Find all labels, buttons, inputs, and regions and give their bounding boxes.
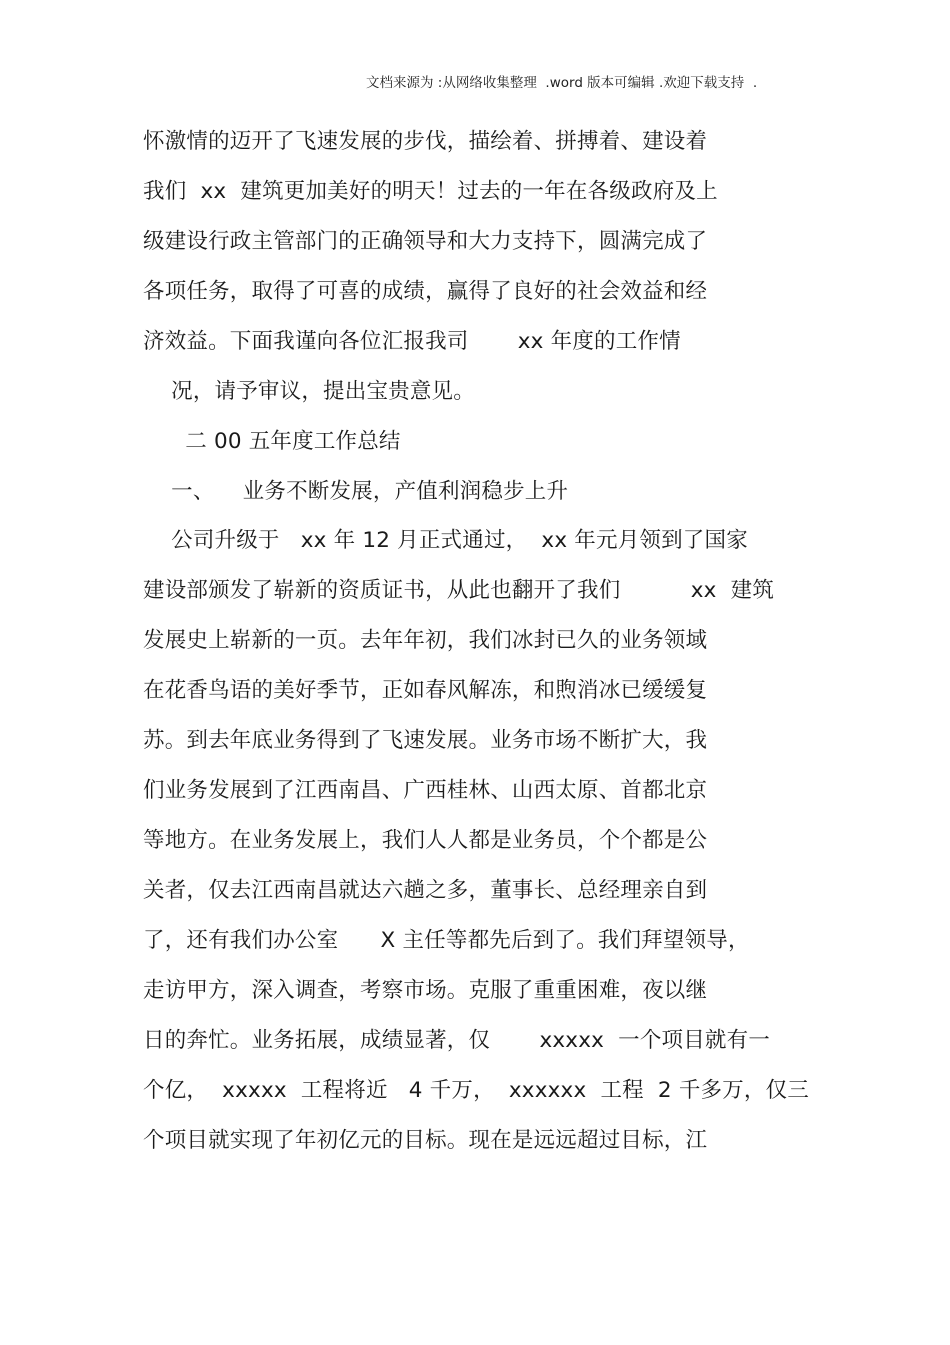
body-line: 我们 xx 建筑更加美好的明天！过去的一年在各级政府及上 bbox=[143, 179, 718, 204]
body-line: 苏。到去年底业务得到了飞速发展。业务市场不断扩大，我 bbox=[143, 728, 708, 753]
body-line: 了，还有我们办公室 X 主任等都先后到了。我们拜望领导， bbox=[143, 928, 750, 953]
body-line: 发展史上崭新的一页。去年年初，我们冰封已久的业务领域 bbox=[143, 628, 708, 653]
section-heading: 一、 业务不断发展，产值利润稳步上升 bbox=[143, 479, 569, 504]
body-line: 在花香鸟语的美好季节，正如春风解冻，和煦消冰已缓缓复 bbox=[143, 678, 708, 703]
page-header-note: 文档来源为 :从网络收集整理 .word 版本可编辑 .欢迎下载支持 . bbox=[366, 75, 758, 91]
body-line: 建设部颁发了崭新的资质证书，从此也翻开了我们 xx 建筑 bbox=[143, 578, 775, 603]
body-line: 各项任务，取得了可喜的成绩，赢得了良好的社会效益和经 bbox=[143, 279, 708, 304]
body-line: 日的奔忙。业务拓展，成绩显著，仅 xxxxx 一个项目就有一 bbox=[143, 1028, 771, 1053]
body-line: 济效益。下面我谨向各位汇报我司 xx 年度的工作情 bbox=[143, 329, 681, 354]
body-line: 级建设行政主管部门的正确领导和大力支持下，圆满完成了 bbox=[143, 229, 708, 254]
body-line: 公司升级于 xx 年 12 月正式通过， xx 年元月领到了国家 bbox=[143, 528, 748, 553]
body-line: 个项目就实现了年初亿元的目标。现在是远远超过目标，江 bbox=[143, 1128, 708, 1153]
body-line: 个亿， xxxxx 工程将近 4 千万， xxxxxx 工程 2 千多万，仅三 bbox=[143, 1078, 810, 1103]
body-line: 走访甲方，深入调查，考察市场。克服了重重困难，夜以继 bbox=[143, 978, 708, 1003]
body-line: 怀激情的迈开了飞速发展的步伐，描绘着、拼搏着、建设着 bbox=[143, 129, 708, 154]
body-line: 等地方。在业务发展上，我们人人都是业务员，个个都是公 bbox=[143, 828, 708, 853]
body-line: 关者，仅去江西南昌就达六趟之多，董事长、总经理亲自到 bbox=[143, 878, 708, 903]
body-line: 况，请予审议，提出宝贵意见。 bbox=[143, 379, 475, 404]
body-line: 们业务发展到了江西南昌、广西桂林、山西太原、首都北京 bbox=[143, 778, 708, 803]
section-title: 二 00 五年度工作总结 bbox=[143, 429, 401, 454]
